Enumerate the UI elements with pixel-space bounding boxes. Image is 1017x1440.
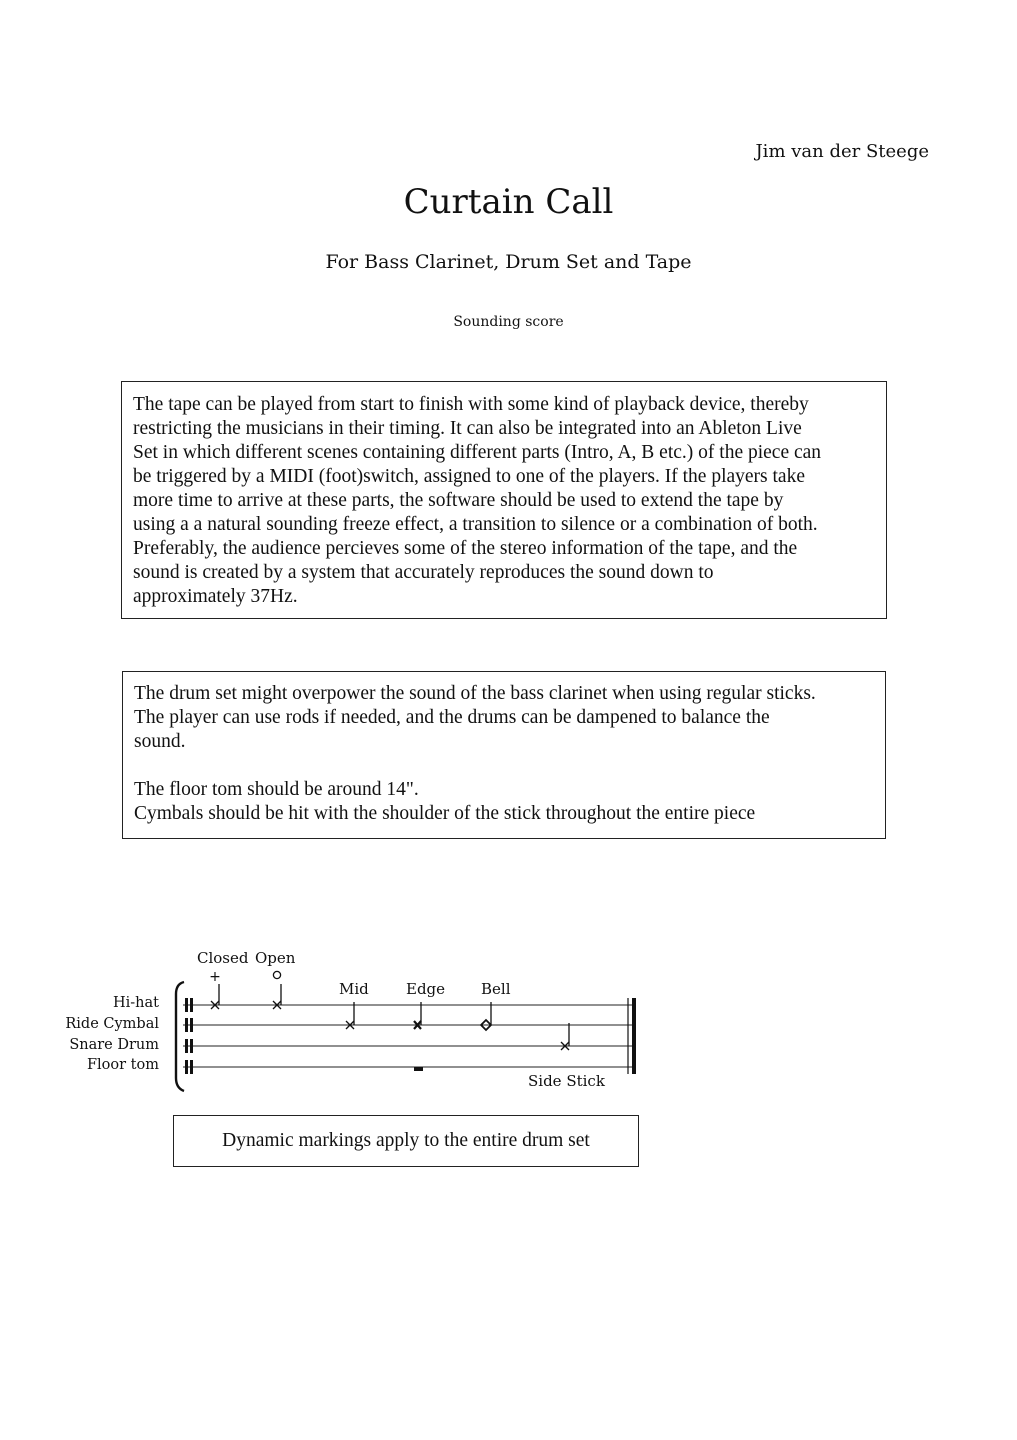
- percussion-clef: [185, 998, 193, 1074]
- dynamics-note-box: [173, 1115, 639, 1167]
- composer-name: Jim van der Steege: [755, 141, 929, 162]
- tape-line: restricting the musicians in their timing. It can also be integrated into an Ableton Live: [133, 418, 802, 439]
- instrument-label-floortom: Floor tom: [86, 1057, 159, 1073]
- tape-line: Set in which different scenes containing different parts (Intro, A, B etc.) of the piece can: [133, 442, 822, 463]
- instrument-label-ride: Ride Cymbal: [65, 1016, 159, 1032]
- tape-line: The tape can be played from start to finish with some kind of playback device, thereby: [133, 394, 809, 415]
- drum-line: The drum set might overpower the sound of the bass clarinet when using regular sticks.: [134, 683, 816, 704]
- dynamics-note-text: Dynamic markings apply to the entire drum set: [222, 1130, 590, 1151]
- open-circle-icon: [273, 971, 280, 978]
- instrument-label-snare: Snare Drum: [69, 1037, 159, 1053]
- label-bell: Bell: [481, 980, 511, 998]
- tape-line: Preferably, the audience percieves some of the stereo information of the tape, and the: [133, 538, 798, 559]
- label-open: Open: [255, 949, 296, 967]
- tape-line: approximately 37Hz.: [133, 586, 298, 607]
- label-edge: Edge: [406, 980, 446, 998]
- drum-line: sound.: [134, 731, 186, 752]
- score-subtitle: For Bass Clarinet, Drum Set and Tape: [325, 251, 692, 273]
- label-side-stick: Side Stick: [528, 1072, 605, 1090]
- tape-line: sound is created by a system that accurately reproduces the sound down to: [133, 562, 714, 583]
- closed-plus-icon: +: [209, 969, 221, 985]
- tape-line: be triggered by a MIDI (foot)switch, assigned to one of the players. If the players take: [133, 466, 805, 487]
- tape-line: using a a natural sounding freeze effect, a transition to silence or a combination of both.: [133, 514, 818, 535]
- label-mid: Mid: [339, 980, 369, 998]
- instrument-label-hihat: Hi-hat: [113, 995, 159, 1011]
- drum-line: Cymbals should be hit with the shoulder of the stick throughout the entire piece: [134, 803, 756, 824]
- ride-bell-note: [481, 1002, 491, 1030]
- score-type-label: Sounding score: [453, 314, 564, 330]
- drum-line: The floor tom should be around 14".: [134, 779, 419, 800]
- tape-line: more time to arrive at these parts, the software should be used to extend the tape by: [133, 490, 784, 511]
- drum-line: The player can use rods if needed, and the drums can be dampened to balance the: [134, 707, 770, 728]
- system-bracket: [176, 982, 184, 1091]
- score-title: Curtain Call: [403, 182, 614, 222]
- label-closed: Closed: [197, 949, 249, 967]
- floortom-mark: [414, 1067, 423, 1071]
